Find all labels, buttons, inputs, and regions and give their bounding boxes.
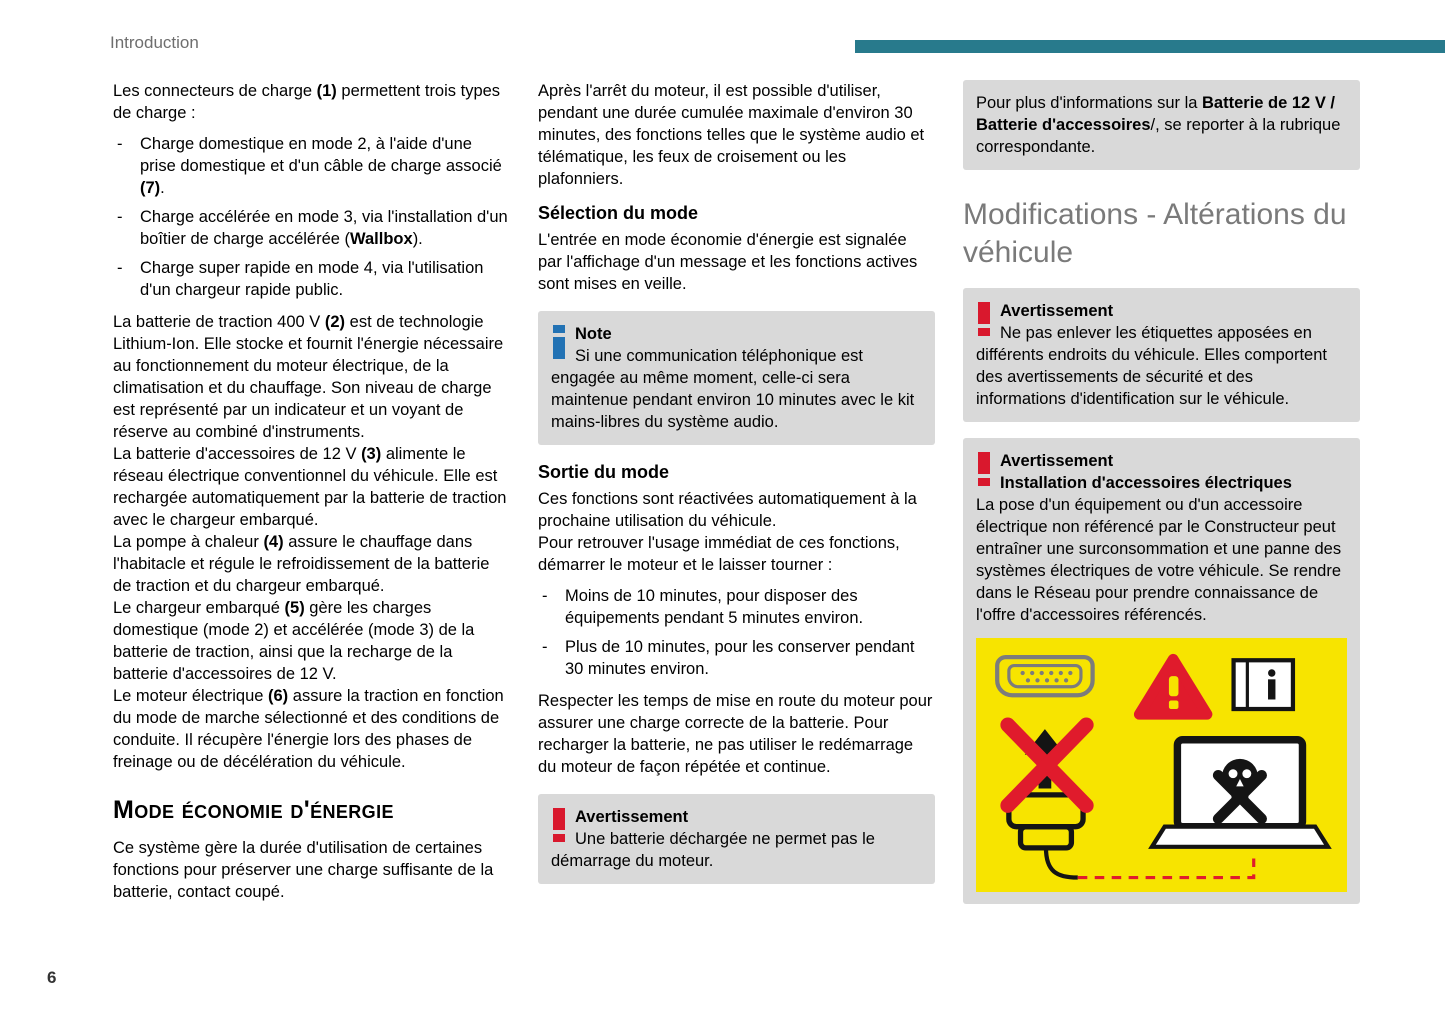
heading-modifications: Modifications - Altérations du véhicule [963,198,1347,269]
paragraph-after-engine-stop: Après l'arrêt du moteur, il est possible d'utiliser, pendant une durée cumulée maximale d'environ 30 minutes, des fonctions telles que le système audio et télématique, les feux de croisement ou les plafonniers. [538,82,925,188]
list-item: - Moins de 10 minutes, pour disposer des équipements pendant 5 minutes environ. [538,585,935,629]
warning-title: Avertissement [575,808,689,826]
list-item: - Charge super rapide en mode 4, via l'utilisation d'un chargeur rapide public. [113,257,510,301]
heading-mode-exit: Sortie du mode [538,462,670,482]
warning-icon [978,452,990,486]
warning-body: Une batterie déchargée ne permet pas le démarrage du moteur. [551,830,875,870]
paragraph-energy-intro: Ce système gère la durée d'utilisation de certaines fonctions pour préserver une charge suffisante de la batterie, contact coupé. [113,839,494,901]
warning-body: Ne pas enlever les étiquettes apposées en différents endroits du véhicule. Elles comportent des avertissements de sécurité et des informations d'identification sur le véhicule. [976,324,1327,408]
paragraph-reactivated: Ces fonctions sont réactivées automatiquement à la prochaine utilisation du véhicule. [538,490,917,530]
paragraph-immediate-use: Pour retrouver l'usage immédiat de ces fonctions, démarrer le moteur et le laisser tourner : [538,534,900,574]
paragraph-connectors: Les connecteurs de charge (1) permettent trois types de charge : [113,82,501,122]
paragraph-mode-entry: L'entrée en mode économie d'énergie est signalée par l'affichage d'un message et les fonctions actives sont mises en veille. [538,231,918,293]
charge-type-list [113,133,510,301]
list-item: - Charge accélérée en mode 3, via l'installation d'un boîtier de charge accélérée (Wallbox). [113,206,510,250]
paragraph-accessory-battery: La batterie d'accessoires de 12 V (3) alimente le réseau électrique conventionnel du véhicule. Elle est rechargée automatiquement par la batterie de traction avec le chargeur embarqué. [113,445,507,529]
heading-mode-selection: Sélection du mode [538,203,699,223]
duration-list [538,585,935,680]
warning-box-accessories [963,438,1360,904]
laptop-skull-icon [1152,740,1328,847]
info-reference-text: Pour plus d'informations sur la Batterie de 12 V / Batterie d'accessoires/, se reporter à la rubrique correspondante. [976,94,1341,156]
warning-box-battery [538,794,935,884]
heading-energy-mode: Mode économie d'énergie [113,796,394,824]
illustration-svg [976,638,1347,892]
page-number: 6 [47,968,57,987]
note-box [538,311,935,445]
list-item: - Plus de 10 minutes, pour les conserver pendant 30 minutes environ. [538,636,935,680]
warning-subtitle: Installation d'accessoires électriques [1000,474,1292,492]
column-1 [113,80,510,903]
paragraph-heat-pump: La pompe à chaleur (4) assure le chauffage dans l'habitacle et régule le refroidissement de la batterie de traction et du chargeur embarqué. [113,533,490,595]
paragraph-electric-motor: Le moteur électrique (6) assure la traction en fonction du mode de marche sélectionné et des conditions de conduite. Il récupère l'énergie lors des phases de freinage ou de décélération du véhicule. [113,687,504,771]
info-reference-box [963,80,1360,170]
warning-title: Avertissement [1000,302,1114,320]
info-icon [553,325,565,359]
column-2 [538,80,935,900]
list-item: - Charge domestique en mode 2, à l'aide d'une prise domestique et d'un câble de charge associé (7). [113,133,510,199]
paragraph-respect-times: Respecter les temps de mise en route du moteur pour assurer une charge correcte de la batterie. Pour recharger la batterie, ne pas utiliser le redémarrage du moteur de façon répétée et continue. [538,692,933,776]
warning-illustration [976,638,1347,892]
warning-box-labels [963,288,1360,422]
note-title: Note [575,325,612,343]
page-header: Introduction [110,33,199,52]
warning-icon [978,302,990,336]
content-columns [113,80,1360,920]
manual-book-icon [1234,660,1293,709]
warning-title: Avertissement [1000,452,1114,470]
accent-bar [855,40,1445,53]
paragraph-onboard-charger: Le chargeur embarqué (5) gère les charges domestique (mode 2) et accélérée (mode 3) de la batterie de traction, ainsi que la recharge de la batterie d'accessoires de 12 V. [113,599,475,683]
warning-body: La pose d'un équipement ou d'un accessoire électrique non référencé par le Constructeur peut entraîner une surconsommation et une panne des systèmes électriques de votre véhicule. Se rendre dans le Réseau pour prendre connaissance de l'offre d'accessoires référencés. [976,496,1342,624]
paragraph-traction-battery: La batterie de traction 400 V (2) est de technologie Lithium-Ion. Elle stocke et fournit l'énergie nécessaire au fonctionnement du moteur électrique, de la climatisation et du chauffage. Son niveau de charge est représenté par un indicateur et un voyant de réserve au combiné d'instruments. [113,313,504,441]
note-body: Si une communication téléphonique est engagée au même moment, celle-ci sera maintenue pendant environ 10 minutes avec le kit mains-libres du système audio. [551,347,915,431]
column-3 [963,80,1360,920]
warning-icon [553,808,565,842]
